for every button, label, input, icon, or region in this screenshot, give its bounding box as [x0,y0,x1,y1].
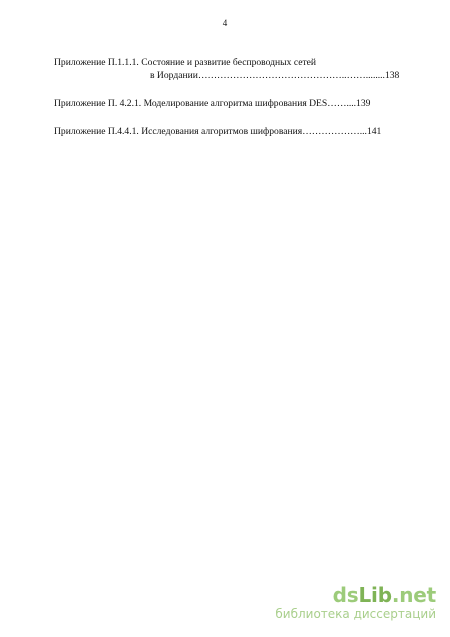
watermark-caption: библиотека диссертаций [275,607,436,621]
logo-ds: ds [332,583,359,607]
page-number: 4 [222,18,228,28]
logo-lib: Lib [358,583,392,607]
dslib-logo [275,584,436,606]
toc-entry-3: Приложение П.4.4.1. Исследования алгоритмов шифрования………………...141 [54,126,382,137]
logo-net: .net [391,583,436,607]
toc-entry-1-title: Приложение П.1.1.1. Состояние и развитие беспроводных сетей [54,57,317,68]
toc-entry-1-continuation: в Иордании………………………………………..……........138 [150,70,400,81]
dslib-watermark [275,584,436,621]
toc-entry-2: Приложение П. 4.2.1. Моделирование алгоритма шифрования DES……....139 [54,98,371,109]
